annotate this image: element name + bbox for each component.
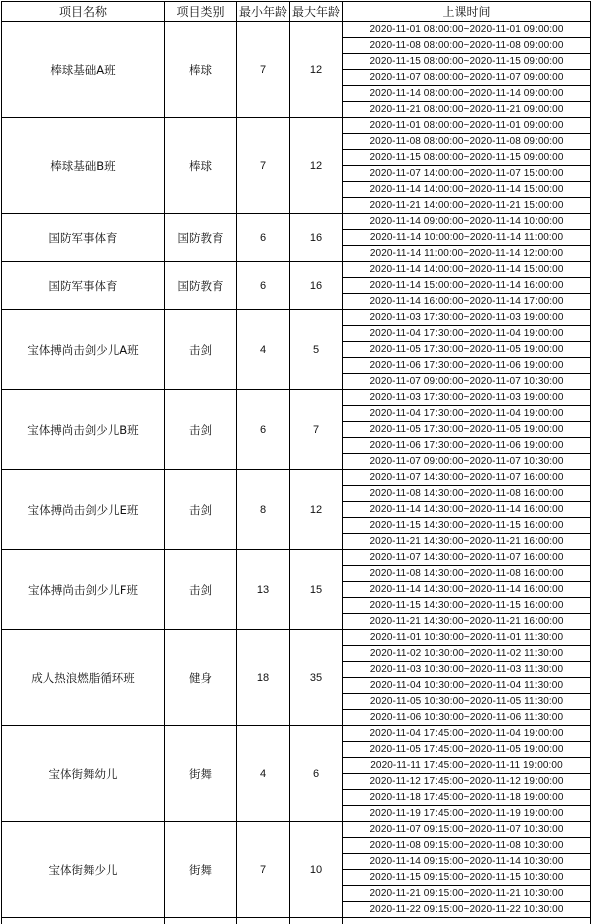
project-name-cell: 成人热浪燃脂循环班	[2, 630, 165, 726]
class-time-cell: 2020-11-21 09:15:00~2020-11-21 10:30:00	[343, 886, 591, 902]
max-age-cell: 6	[290, 726, 343, 822]
class-time-cell: 2020-11-05 17:30:00~2020-11-05 19:00:00	[343, 422, 591, 438]
project-category-cell: 击剑	[165, 390, 237, 470]
project-name-cell: 棒球基础B班	[2, 118, 165, 214]
class-time-cell: 2020-11-06 17:30:00~2020-11-06 19:00:00	[343, 358, 591, 374]
class-time-cell: 2020-11-07 08:00:00~2020-11-07 09:00:00	[343, 70, 591, 86]
class-time-cell: 2020-11-01 08:00:00~2020-11-01 09:00:00	[343, 22, 591, 38]
project-name-cell: 国防军事体育	[2, 214, 165, 262]
class-time-cell: 2020-11-14 16:00:00~2020-11-14 17:00:00	[343, 294, 591, 310]
class-time-cell: 2020-11-21 08:00:00~2020-11-21 09:00:00	[343, 102, 591, 118]
class-time-cell: 2020-11-03 17:30:00~2020-11-03 19:00:00	[343, 310, 591, 326]
class-time-cell: 2020-11-22 09:15:00~2020-11-22 10:30:00	[343, 902, 591, 918]
class-time-cell: 2020-11-01 10:30:00~2020-11-01 11:30:00	[343, 630, 591, 646]
class-time-cell: 2020-11-21 14:00:00~2020-11-21 15:00:00	[343, 198, 591, 214]
table-row	[2, 262, 591, 278]
schedule-table-container	[1, 1, 591, 924]
class-time-cell: 2020-11-14 09:15:00~2020-11-14 10:30:00	[343, 854, 591, 870]
max-age-cell: 16	[290, 214, 343, 262]
max-age-cell: 7	[290, 390, 343, 470]
header-project-category: 项目类别	[165, 2, 237, 22]
empty-cell	[237, 918, 290, 924]
table-row	[2, 390, 591, 406]
class-time-cell: 2020-11-08 08:00:00~2020-11-08 09:00:00	[343, 38, 591, 54]
min-age-cell: 4	[237, 310, 290, 390]
class-time-cell: 2020-11-15 14:30:00~2020-11-15 16:00:00	[343, 598, 591, 614]
class-time-cell: 2020-11-14 14:30:00~2020-11-14 16:00:00	[343, 502, 591, 518]
class-time-cell: 2020-11-14 08:00:00~2020-11-14 09:00:00	[343, 86, 591, 102]
project-name-cell: 宝体街舞少儿	[2, 822, 165, 918]
table-row	[2, 726, 591, 742]
class-time-cell: 2020-11-08 14:30:00~2020-11-08 16:00:00	[343, 566, 591, 582]
max-age-cell: 10	[290, 822, 343, 918]
class-time-cell: 2020-11-15 08:00:00~2020-11-15 09:00:00	[343, 150, 591, 166]
project-category-cell: 击剑	[165, 470, 237, 550]
table-row	[2, 822, 591, 838]
class-time-cell: 2020-11-11 17:45:00~2020-11-11 19:00:00	[343, 758, 591, 774]
class-time-cell: 2020-11-04 17:30:00~2020-11-04 19:00:00	[343, 326, 591, 342]
class-time-cell: 2020-11-21 14:30:00~2020-11-21 16:00:00	[343, 614, 591, 630]
class-time-cell: 2020-11-07 09:00:00~2020-11-07 10:30:00	[343, 454, 591, 470]
class-time-cell: 2020-11-06 10:30:00~2020-11-06 11:30:00	[343, 710, 591, 726]
max-age-cell: 12	[290, 22, 343, 118]
class-time-cell: 2020-11-06 17:30:00~2020-11-06 19:00:00	[343, 438, 591, 454]
class-time-cell: 2020-11-14 14:00:00~2020-11-14 15:00:00	[343, 182, 591, 198]
table-row	[2, 22, 591, 38]
header-project-name: 项目名称	[2, 2, 165, 22]
min-age-cell: 4	[237, 726, 290, 822]
project-category-cell: 健身	[165, 630, 237, 726]
class-time-cell: 2020-11-08 14:30:00~2020-11-08 16:00:00	[343, 486, 591, 502]
project-category-cell: 棒球	[165, 22, 237, 118]
header-min-age: 最小年龄	[237, 2, 290, 22]
project-name-cell: 棒球基础A班	[2, 22, 165, 118]
class-time-cell: 2020-11-15 08:00:00~2020-11-15 09:00:00	[343, 54, 591, 70]
project-name-cell: 宝体搏尚击剑少儿B班	[2, 390, 165, 470]
class-time-cell: 2020-11-21 14:30:00~2020-11-21 16:00:00	[343, 534, 591, 550]
min-age-cell: 18	[237, 630, 290, 726]
class-time-cell: 2020-11-08 08:00:00~2020-11-08 09:00:00	[343, 134, 591, 150]
class-time-cell: 2020-11-14 14:30:00~2020-11-14 16:00:00	[343, 582, 591, 598]
project-name-cell: 宝体搏尚击剑少儿F班	[2, 550, 165, 630]
min-age-cell: 13	[237, 550, 290, 630]
max-age-cell: 35	[290, 630, 343, 726]
class-time-cell: 2020-11-14 10:00:00~2020-11-14 11:00:00	[343, 230, 591, 246]
table-row	[2, 630, 591, 646]
class-time-cell: 2020-11-05 17:45:00~2020-11-05 19:00:00	[343, 742, 591, 758]
table-row-cutoff	[2, 918, 591, 924]
empty-cell	[290, 918, 343, 924]
min-age-cell: 6	[237, 262, 290, 310]
class-time-cell: 2020-11-04 17:30:00~2020-11-04 19:00:00	[343, 406, 591, 422]
class-time-cell: 2020-11-01 08:00:00~2020-11-01 09:00:00	[343, 118, 591, 134]
table-row	[2, 118, 591, 134]
min-age-cell: 7	[237, 822, 290, 918]
project-name-cell: 宝体街舞幼儿	[2, 726, 165, 822]
class-time-cell: 2020-11-14 09:00:00~2020-11-14 10:00:00	[343, 214, 591, 230]
empty-cell	[165, 918, 237, 924]
max-age-cell: 5	[290, 310, 343, 390]
table-row	[2, 214, 591, 230]
class-time-cell: 2020-11-15 14:30:00~2020-11-15 16:00:00	[343, 518, 591, 534]
min-age-cell: 8	[237, 470, 290, 550]
class-time-cell: 2020-11-04 10:30:00~2020-11-04 11:30:00	[343, 678, 591, 694]
project-name-cell: 宝体搏尚击剑少儿A班	[2, 310, 165, 390]
class-time-cell: 2020-11-12 17:45:00~2020-11-12 19:00:00	[343, 774, 591, 790]
class-time-cell: 2020-11-05 10:30:00~2020-11-05 11:30:00	[343, 694, 591, 710]
table-row	[2, 470, 591, 486]
project-category-cell: 街舞	[165, 822, 237, 918]
max-age-cell: 12	[290, 470, 343, 550]
schedule-table	[1, 1, 591, 924]
table-row	[2, 310, 591, 326]
project-name-cell: 国防军事体育	[2, 262, 165, 310]
project-category-cell: 街舞	[165, 726, 237, 822]
class-time-cell: 2020-11-07 14:30:00~2020-11-07 16:00:00	[343, 550, 591, 566]
schedule-body	[2, 22, 591, 924]
header-class-time: 上课时间	[343, 2, 591, 22]
project-category-cell: 国防教育	[165, 262, 237, 310]
class-time-cell: 2020-11-05 17:30:00~2020-11-05 19:00:00	[343, 342, 591, 358]
max-age-cell: 12	[290, 118, 343, 214]
class-time-cell: 2020-11-07 14:00:00~2020-11-07 15:00:00	[343, 166, 591, 182]
max-age-cell: 16	[290, 262, 343, 310]
project-name-cell: 宝体搏尚击剑少儿E班	[2, 470, 165, 550]
class-time-cell: 2020-11-14 11:00:00~2020-11-14 12:00:00	[343, 246, 591, 262]
class-time-cell: 2020-11-02 10:30:00~2020-11-02 11:30:00	[343, 646, 591, 662]
min-age-cell: 7	[237, 118, 290, 214]
class-time-cell: 2020-11-07 09:15:00~2020-11-07 10:30:00	[343, 822, 591, 838]
class-time-cell: 2020-11-04 17:45:00~2020-11-04 19:00:00	[343, 726, 591, 742]
min-age-cell: 6	[237, 214, 290, 262]
class-time-cell: 2020-11-08 09:15:00~2020-11-08 10:30:00	[343, 838, 591, 854]
class-time-cell: 2020-11-18 17:45:00~2020-11-18 19:00:00	[343, 790, 591, 806]
project-category-cell: 国防教育	[165, 214, 237, 262]
header-row	[2, 2, 591, 22]
project-category-cell: 击剑	[165, 550, 237, 630]
class-time-cell: 2020-11-07 09:00:00~2020-11-07 10:30:00	[343, 374, 591, 390]
min-age-cell: 7	[237, 22, 290, 118]
class-time-cell: 2020-11-15 09:15:00~2020-11-15 10:30:00	[343, 870, 591, 886]
class-time-cell: 2020-11-19 17:45:00~2020-11-19 19:00:00	[343, 806, 591, 822]
empty-cell	[343, 918, 591, 924]
max-age-cell: 15	[290, 550, 343, 630]
project-category-cell: 击剑	[165, 310, 237, 390]
class-time-cell: 2020-11-14 14:00:00~2020-11-14 15:00:00	[343, 262, 591, 278]
header-max-age: 最大年龄	[290, 2, 343, 22]
empty-cell	[2, 918, 165, 924]
class-time-cell: 2020-11-14 15:00:00~2020-11-14 16:00:00	[343, 278, 591, 294]
project-category-cell: 棒球	[165, 118, 237, 214]
class-time-cell: 2020-11-07 14:30:00~2020-11-07 16:00:00	[343, 470, 591, 486]
class-time-cell: 2020-11-03 17:30:00~2020-11-03 19:00:00	[343, 390, 591, 406]
min-age-cell: 6	[237, 390, 290, 470]
table-row	[2, 550, 591, 566]
class-time-cell: 2020-11-03 10:30:00~2020-11-03 11:30:00	[343, 662, 591, 678]
